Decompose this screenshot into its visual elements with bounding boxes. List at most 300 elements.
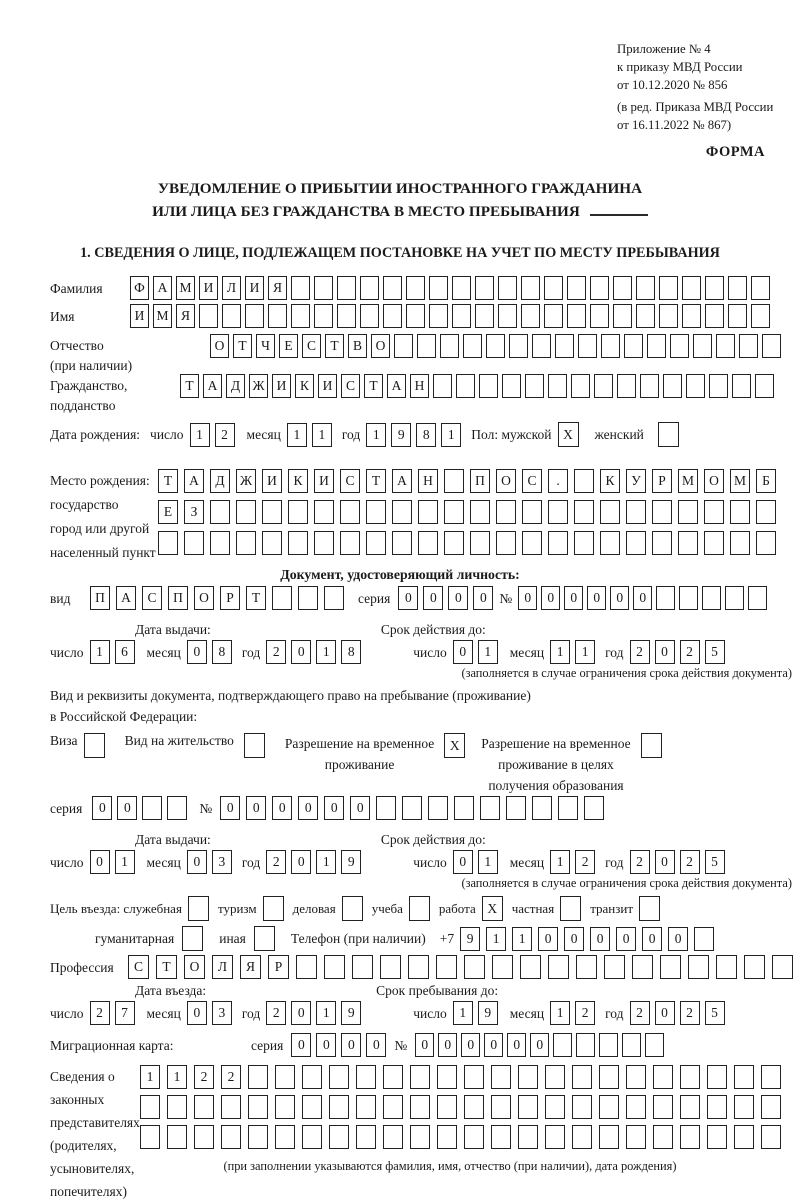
char-box[interactable] [518,1125,538,1149]
char-box[interactable] [194,1095,214,1119]
char-box[interactable]: С [341,374,360,398]
char-box[interactable] [356,1065,376,1089]
char-box[interactable] [652,500,672,524]
char-box[interactable] [660,955,681,979]
char-box[interactable] [574,531,594,555]
char-box[interactable] [506,796,526,820]
char-box[interactable]: 3 [212,850,232,874]
char-box[interactable] [314,500,334,524]
char-box[interactable]: 1 [478,850,498,874]
char-box[interactable]: 2 [630,640,650,664]
char-box[interactable] [406,276,425,300]
char-box[interactable]: 2 [215,423,235,447]
char-box[interactable]: Я [268,276,287,300]
char-box[interactable] [222,304,241,328]
char-box[interactable]: С [128,955,149,979]
char-box[interactable]: М [176,276,195,300]
char-box[interactable]: 2 [194,1065,214,1089]
char-box[interactable] [572,1125,592,1149]
char-box[interactable] [571,374,590,398]
char-box[interactable] [408,955,429,979]
char-box[interactable]: . [548,469,568,493]
char-box[interactable]: 1 [190,423,210,447]
char-box[interactable]: Т [158,469,178,493]
char-box[interactable] [380,955,401,979]
char-box[interactable]: П [90,586,110,610]
char-box[interactable] [576,1033,595,1057]
char-box[interactable] [682,276,701,300]
char-box[interactable] [636,276,655,300]
char-box[interactable]: Т [325,334,344,358]
char-box[interactable]: 2 [680,640,700,664]
char-box[interactable] [688,955,709,979]
char-box[interactable]: К [295,374,314,398]
char-box[interactable] [518,1095,538,1119]
char-box[interactable]: 0 [668,927,688,951]
char-box[interactable] [522,500,542,524]
char-box[interactable] [452,276,471,300]
char-box[interactable] [716,955,737,979]
char-box[interactable]: Е [279,334,298,358]
char-box[interactable] [599,1125,619,1149]
char-box[interactable] [182,926,203,951]
char-box[interactable]: 0 [633,586,652,610]
char-box[interactable] [428,796,448,820]
char-box[interactable] [356,1125,376,1149]
char-box[interactable] [525,374,544,398]
char-box[interactable] [659,276,678,300]
char-box[interactable] [158,531,178,555]
char-box[interactable] [545,1065,565,1089]
char-box[interactable]: 0 [642,927,662,951]
char-box[interactable] [599,1065,619,1089]
char-box[interactable] [314,304,333,328]
char-box[interactable] [574,469,594,493]
char-box[interactable] [263,896,284,921]
char-box[interactable] [604,955,625,979]
char-box[interactable] [705,304,724,328]
char-box[interactable] [291,276,310,300]
char-box[interactable]: 9 [341,850,361,874]
char-box[interactable]: 0 [610,586,629,610]
char-box[interactable]: А [116,586,136,610]
char-box[interactable]: О [704,469,724,493]
char-box[interactable]: П [168,586,188,610]
char-box[interactable] [302,1065,322,1089]
char-box[interactable]: 0 [541,586,560,610]
char-box[interactable] [532,796,552,820]
char-box[interactable]: 0 [324,796,344,820]
char-box[interactable]: 9 [391,423,411,447]
char-box[interactable] [480,796,500,820]
char-box[interactable]: Д [210,469,230,493]
char-box[interactable]: С [142,586,162,610]
char-box[interactable] [433,374,452,398]
char-box[interactable] [600,500,620,524]
char-box[interactable] [640,374,659,398]
char-box[interactable] [406,304,425,328]
char-box[interactable]: 1 [478,640,498,664]
char-box[interactable]: X [444,733,465,758]
char-box[interactable]: 2 [630,1001,650,1025]
char-box[interactable] [436,955,457,979]
char-box[interactable] [748,586,767,610]
char-box[interactable] [298,586,318,610]
char-box[interactable] [734,1125,754,1149]
char-box[interactable] [732,374,751,398]
char-box[interactable]: 5 [705,850,725,874]
char-box[interactable] [751,304,770,328]
char-box[interactable] [658,422,679,447]
char-box[interactable]: О [194,586,214,610]
char-box[interactable]: 0 [616,927,636,951]
char-box[interactable] [653,1125,673,1149]
char-box[interactable]: 1 [316,1001,336,1025]
char-box[interactable]: С [522,469,542,493]
char-box[interactable]: С [302,334,321,358]
char-box[interactable] [140,1125,160,1149]
char-box[interactable] [496,500,516,524]
char-box[interactable]: И [262,469,282,493]
char-box[interactable]: 1 [550,640,570,664]
char-box[interactable] [744,955,765,979]
char-box[interactable] [167,796,187,820]
char-box[interactable]: С [340,469,360,493]
char-box[interactable] [437,1095,457,1119]
char-box[interactable]: К [600,469,620,493]
char-box[interactable] [678,500,698,524]
char-box[interactable]: 0 [398,586,418,610]
char-box[interactable] [761,1065,781,1089]
char-box[interactable] [452,304,471,328]
char-box[interactable] [464,1065,484,1089]
char-box[interactable]: 0 [187,1001,207,1025]
char-box[interactable]: 1 [140,1065,160,1089]
char-box[interactable]: 2 [630,850,650,874]
char-box[interactable] [645,1033,664,1057]
char-box[interactable]: Я [240,955,261,979]
char-box[interactable]: Д [226,374,245,398]
char-box[interactable]: 0 [246,796,266,820]
char-box[interactable]: М [153,304,172,328]
char-box[interactable] [340,500,360,524]
char-box[interactable] [617,374,636,398]
char-box[interactable] [352,955,373,979]
char-box[interactable] [600,531,620,555]
char-box[interactable] [244,733,265,758]
char-box[interactable]: 0 [187,850,207,874]
char-box[interactable] [470,531,490,555]
char-box[interactable] [383,1125,403,1149]
char-box[interactable]: 0 [366,1033,386,1057]
char-box[interactable] [324,586,344,610]
char-box[interactable] [704,531,724,555]
char-box[interactable]: О [184,955,205,979]
char-box[interactable]: 1 [453,1001,473,1025]
char-box[interactable] [670,334,689,358]
char-box[interactable] [376,796,396,820]
char-box[interactable] [730,500,750,524]
char-box[interactable]: А [153,276,172,300]
char-box[interactable] [302,1125,322,1149]
char-box[interactable] [624,334,643,358]
char-box[interactable] [221,1095,241,1119]
char-box[interactable]: Н [418,469,438,493]
char-box[interactable]: 2 [221,1065,241,1089]
char-box[interactable] [632,955,653,979]
char-box[interactable]: 1 [550,1001,570,1025]
char-box[interactable] [418,500,438,524]
char-box[interactable]: З [184,500,204,524]
char-box[interactable]: 2 [680,1001,700,1025]
char-box[interactable]: А [203,374,222,398]
char-box[interactable] [491,1125,511,1149]
char-box[interactable]: 1 [575,640,595,664]
char-box[interactable] [730,531,750,555]
char-box[interactable]: 2 [266,1001,286,1025]
char-box[interactable] [656,586,675,610]
char-box[interactable]: 2 [575,1001,595,1025]
char-box[interactable] [576,955,597,979]
char-box[interactable]: И [130,304,149,328]
char-box[interactable]: 2 [266,640,286,664]
char-box[interactable]: Ж [236,469,256,493]
char-box[interactable] [680,1065,700,1089]
char-box[interactable]: У [626,469,646,493]
char-box[interactable]: 0 [655,1001,675,1025]
char-box[interactable]: X [558,422,579,447]
char-box[interactable] [522,531,542,555]
char-box[interactable]: X [482,896,503,921]
char-box[interactable] [702,586,721,610]
char-box[interactable]: 0 [187,640,207,664]
char-box[interactable]: Л [222,276,241,300]
char-box[interactable]: Ж [249,374,268,398]
char-box[interactable]: 1 [316,640,336,664]
char-box[interactable] [199,304,218,328]
char-box[interactable]: 0 [564,586,583,610]
char-box[interactable] [329,1065,349,1089]
char-box[interactable] [288,531,308,555]
char-box[interactable] [248,1095,268,1119]
char-box[interactable] [254,926,275,951]
char-box[interactable]: 0 [518,586,537,610]
char-box[interactable]: 1 [287,423,307,447]
char-box[interactable]: 0 [655,640,675,664]
char-box[interactable] [639,896,660,921]
char-box[interactable]: 0 [564,927,584,951]
char-box[interactable] [751,276,770,300]
char-box[interactable]: Ч [256,334,275,358]
char-box[interactable]: 0 [350,796,370,820]
char-box[interactable] [548,955,569,979]
char-box[interactable]: И [318,374,337,398]
char-box[interactable] [291,304,310,328]
char-box[interactable]: Т [156,955,177,979]
char-box[interactable]: 0 [507,1033,526,1057]
char-box[interactable] [437,1065,457,1089]
char-box[interactable] [626,1065,646,1089]
char-box[interactable] [728,304,747,328]
char-box[interactable] [739,334,758,358]
char-box[interactable] [188,896,209,921]
char-box[interactable]: А [392,469,412,493]
char-box[interactable] [680,1125,700,1149]
char-box[interactable]: 5 [705,1001,725,1025]
char-box[interactable] [659,304,678,328]
char-box[interactable] [622,1033,641,1057]
char-box[interactable] [498,304,517,328]
char-box[interactable] [567,304,586,328]
char-box[interactable] [340,531,360,555]
char-box[interactable]: 1 [115,850,135,874]
char-box[interactable]: 0 [438,1033,457,1057]
char-box[interactable]: П [470,469,490,493]
char-box[interactable] [402,796,422,820]
char-box[interactable] [584,796,604,820]
char-box[interactable]: 0 [291,1033,311,1057]
char-box[interactable] [545,1095,565,1119]
char-box[interactable] [275,1065,295,1089]
char-box[interactable] [520,955,541,979]
char-box[interactable]: 2 [680,850,700,874]
char-box[interactable] [366,531,386,555]
char-box[interactable]: И [314,469,334,493]
char-box[interactable] [756,531,776,555]
char-box[interactable]: 0 [316,1033,336,1057]
char-box[interactable] [456,374,475,398]
char-box[interactable] [558,796,578,820]
char-box[interactable] [578,334,597,358]
char-box[interactable] [337,276,356,300]
char-box[interactable]: Т [180,374,199,398]
char-box[interactable] [626,1125,646,1149]
char-box[interactable]: 0 [117,796,137,820]
char-box[interactable] [444,531,464,555]
char-box[interactable] [236,500,256,524]
char-box[interactable] [704,500,724,524]
char-box[interactable] [680,1095,700,1119]
char-box[interactable] [734,1065,754,1089]
char-box[interactable] [140,1095,160,1119]
char-box[interactable] [360,304,379,328]
char-box[interactable] [521,304,540,328]
char-box[interactable] [245,304,264,328]
char-box[interactable] [707,1095,727,1119]
char-box[interactable]: 5 [705,640,725,664]
char-box[interactable]: 1 [366,423,386,447]
char-box[interactable] [194,1125,214,1149]
char-box[interactable] [314,276,333,300]
char-box[interactable] [464,1125,484,1149]
char-box[interactable] [184,531,204,555]
char-box[interactable] [678,531,698,555]
char-box[interactable]: 9 [460,927,480,951]
char-box[interactable] [590,304,609,328]
char-box[interactable]: 8 [416,423,436,447]
char-box[interactable]: 0 [272,796,292,820]
char-box[interactable]: 0 [92,796,112,820]
char-box[interactable] [167,1095,187,1119]
char-box[interactable] [142,796,162,820]
char-box[interactable]: В [348,334,367,358]
char-box[interactable]: 0 [341,1033,361,1057]
char-box[interactable] [464,1095,484,1119]
char-box[interactable] [221,1125,241,1149]
char-box[interactable]: 0 [415,1033,434,1057]
char-box[interactable] [262,500,282,524]
char-box[interactable] [725,586,744,610]
char-box[interactable]: Р [268,955,289,979]
char-box[interactable] [444,500,464,524]
char-box[interactable] [496,531,516,555]
char-box[interactable]: Н [410,374,429,398]
char-box[interactable] [590,276,609,300]
char-box[interactable] [663,374,682,398]
char-box[interactable]: Т [233,334,252,358]
char-box[interactable] [560,896,581,921]
char-box[interactable]: 0 [448,586,468,610]
char-box[interactable] [392,531,412,555]
char-box[interactable] [463,334,482,358]
char-box[interactable]: 0 [461,1033,480,1057]
char-box[interactable] [491,1065,511,1089]
char-box[interactable] [548,374,567,398]
char-box[interactable] [342,896,363,921]
char-box[interactable]: 0 [587,586,606,610]
char-box[interactable] [236,531,256,555]
char-box[interactable]: И [245,276,264,300]
char-box[interactable] [479,374,498,398]
char-box[interactable] [548,500,568,524]
char-box[interactable] [410,1065,430,1089]
char-box[interactable] [470,500,490,524]
char-box[interactable] [366,500,386,524]
char-box[interactable] [544,276,563,300]
char-box[interactable]: 2 [266,850,286,874]
char-box[interactable] [248,1065,268,1089]
char-box[interactable]: 2 [575,850,595,874]
char-box[interactable] [167,1125,187,1149]
char-box[interactable] [437,1125,457,1149]
char-box[interactable] [210,500,230,524]
char-box[interactable] [486,334,505,358]
char-box[interactable] [262,531,282,555]
char-box[interactable]: 0 [590,927,610,951]
char-box[interactable] [502,374,521,398]
char-box[interactable] [682,304,701,328]
char-box[interactable]: 3 [212,1001,232,1025]
char-box[interactable] [679,586,698,610]
char-box[interactable] [599,1033,618,1057]
char-box[interactable] [210,531,230,555]
char-box[interactable]: 0 [220,796,240,820]
char-box[interactable] [567,276,586,300]
char-box[interactable]: 1 [312,423,332,447]
char-box[interactable] [705,276,724,300]
char-box[interactable] [693,334,712,358]
char-box[interactable] [383,1095,403,1119]
char-box[interactable]: О [496,469,516,493]
char-box[interactable] [268,304,287,328]
char-box[interactable] [728,276,747,300]
char-box[interactable] [647,334,666,358]
char-box[interactable] [329,1095,349,1119]
char-box[interactable] [716,334,735,358]
char-box[interactable] [272,586,292,610]
char-box[interactable] [302,1095,322,1119]
char-box[interactable]: Ф [130,276,149,300]
